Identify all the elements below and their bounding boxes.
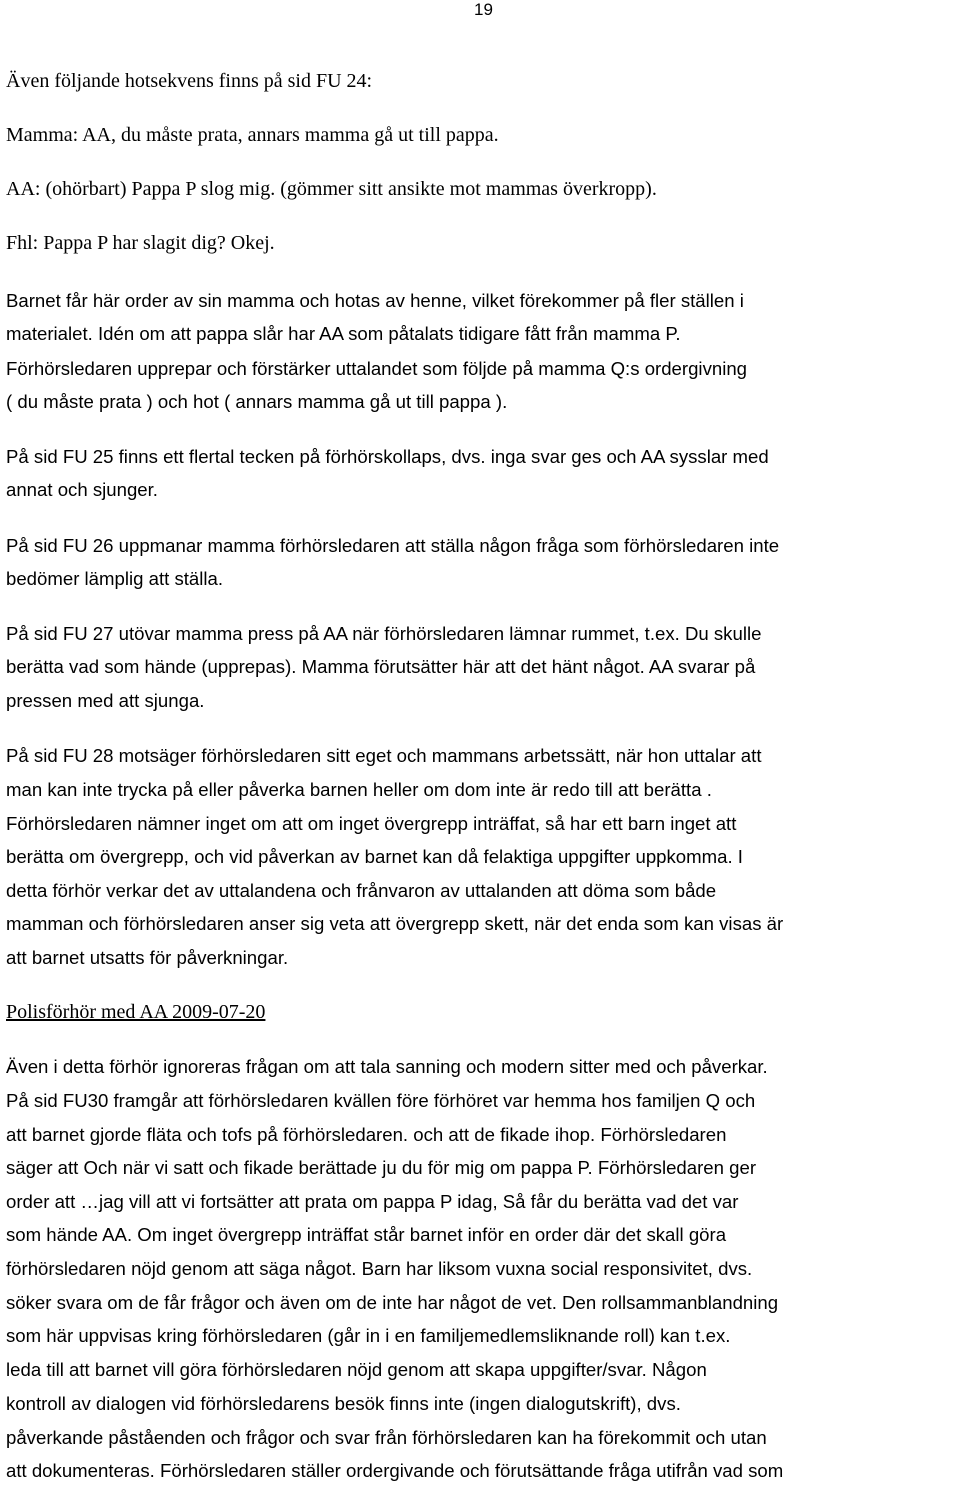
text-line: annat och sjunger.: [6, 479, 158, 500]
text-line: påverkande påståenden och frågor och svar från förhörsledaren kan ha förekommit och utan: [6, 1427, 767, 1448]
text-line: materialet. Idén om att pappa slår har AA som påtalats tidigare fått från mamma P.: [6, 323, 681, 344]
text-line: Mamma: AA, du måste prata, annars mamma gå ut till pappa.: [6, 124, 499, 146]
text-line: Även i detta förhör ignoreras frågan om att tala sanning och modern sitter med och påverkar.: [6, 1056, 768, 1077]
text-line: förhörsledaren nöjd genom att säga något. Barn har liksom vuxna social responsivitet, dvs.: [6, 1258, 753, 1279]
text-line: Förhörsledaren nämner inget om att om inget övergrepp inträffat, så har ett barn inget att: [6, 813, 737, 834]
text-line: man kan inte trycka på eller påverka barnen heller om dom inte är redo till att berätta .: [6, 779, 712, 800]
text-line: Fhl: Pappa P har slagit dig? Okej.: [6, 232, 275, 254]
text-line: leda till att barnet vill göra förhörsledaren nöjd genom att skapa uppgifter/svar. Någon: [6, 1359, 707, 1380]
text-line: mamman och förhörsledaren anser sig veta att övergrepp skett, när det enda som kan visas är: [6, 913, 784, 934]
text-line: På sid FU 27 utövar mamma press på AA när förhörsledaren lämnar rummet, t.ex. Du skulle: [6, 623, 762, 644]
text-line: order att …jag vill att vi fortsätter att prata om pappa P idag, Så får du berätta vad det var: [6, 1191, 739, 1212]
text-line: berätta om övergrepp, och vid påverkan av barnet kan då felaktiga uppgifter uppkomma. I: [6, 846, 743, 867]
text-line: kontroll av dialogen vid förhörsledarens besök finns inte (ingen dialogutskrift), dvs.: [6, 1393, 681, 1414]
text-line: AA: (ohörbart) Pappa P slog mig. (gömmer sitt ansikte mot mammas överkropp).: [6, 178, 657, 200]
text-line: ( du måste prata ) och hot ( annars mamma gå ut till pappa ).: [6, 391, 508, 412]
section-heading: Polisförhör med AA 2009-07-20: [6, 1001, 266, 1023]
text-line: bedömer lämplig att ställa.: [6, 568, 224, 589]
text-line: Även följande hotsekvens finns på sid FU 24:: [6, 70, 373, 92]
text-line: På sid FU 28 motsäger förhörsledaren sitt eget och mammans arbetssätt, när hon uttalar att: [6, 745, 762, 766]
text-line: söker svara om de får frågor och även om de inte har något de vet. Den rollsammanblandning: [6, 1292, 779, 1313]
page-number: 19: [474, 0, 493, 19]
text-line: som här uppvisas kring förhörsledaren (går in i en familjemedlemsliknande roll) kan t.ex.: [6, 1325, 731, 1346]
text-line: detta förhör verkar det av uttalandena och frånvaron av uttalanden att döma som både: [6, 880, 717, 901]
text-line: På sid FU 25 finns ett flertal tecken på förhörskollaps, dvs. inga svar ges och AA sysslar med: [6, 446, 769, 467]
text-line: att dokumenteras. Förhörsledaren ställer ordergivande och förutsättande fråga utifrån vad som: [6, 1460, 784, 1481]
text-line: som hände AA. Om inget övergrepp inträffat står barnet inför en order där det skall göra: [6, 1224, 727, 1245]
text-line: På sid FU30 framgår att förhörsledaren kvällen före förhöret var hemma hos familjen Q och: [6, 1090, 756, 1111]
text-line: säger att Och när vi satt och fikade berättade ju du för mig om pappa P. Förhörsledaren ger: [6, 1157, 757, 1178]
text-line: pressen med att sjunga.: [6, 690, 205, 711]
text-line: På sid FU 26 uppmanar mamma förhörsledaren att ställa någon fråga som förhörsledaren inte: [6, 535, 780, 556]
text-line: berätta vad som hände (upprepas). Mamma förutsätter här att det hänt något. AA svarar på: [6, 656, 756, 677]
text-line: Barnet får här order av sin mamma och hotas av henne, vilket förekommer på fler ställen i: [6, 290, 744, 311]
text-line: att barnet utsatts för påverkningar.: [6, 947, 289, 968]
text-line: att barnet gjorde fläta och tofs på förhörsledaren. och att de fikade ihop. Förhörsledaren: [6, 1124, 727, 1145]
text-line: Förhörsledaren upprepar och förstärker uttalandet som följde på mamma Q:s ordergivning: [6, 358, 748, 379]
